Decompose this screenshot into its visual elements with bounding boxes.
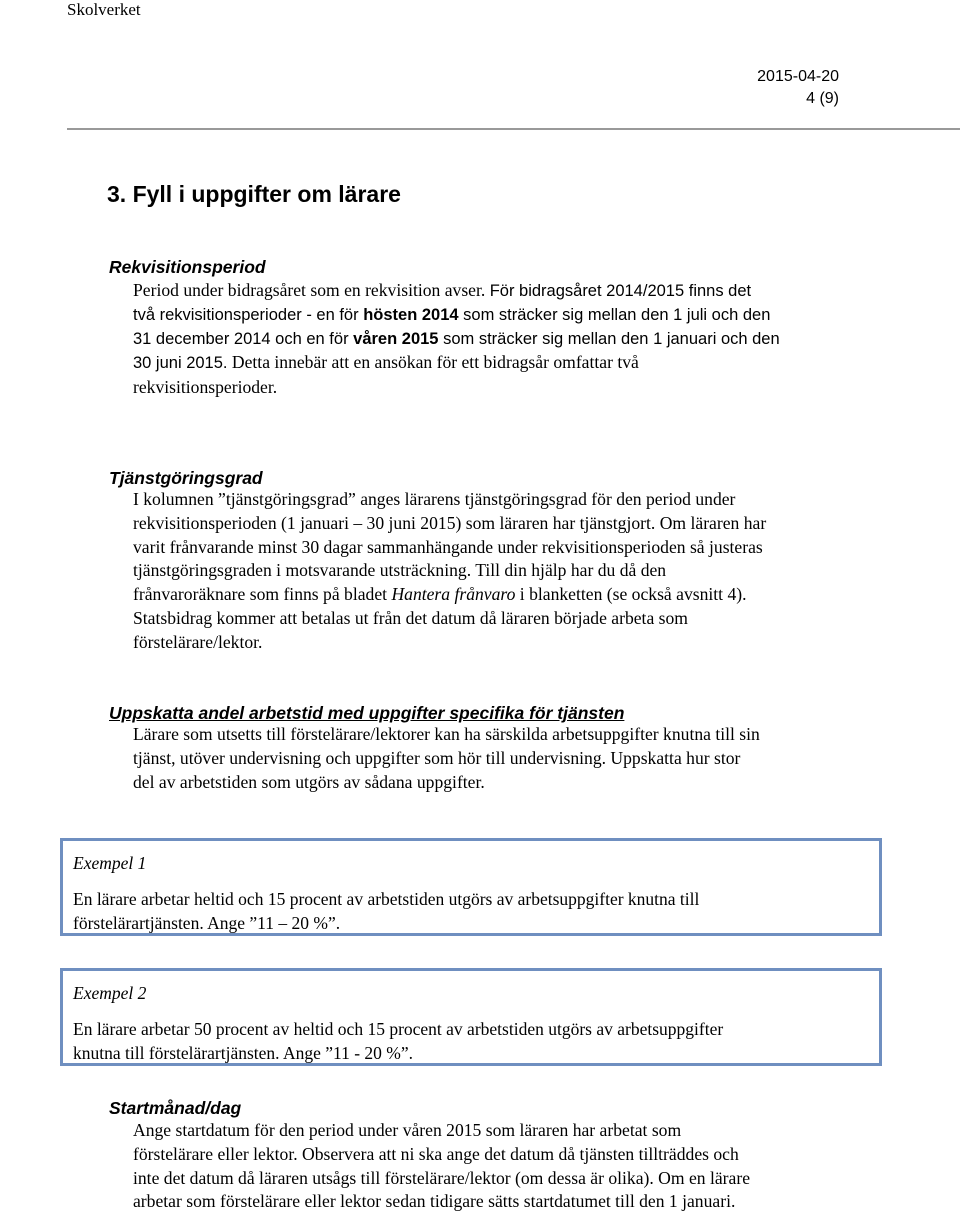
text-span: i blanketten (se också avsnitt 4). xyxy=(515,584,747,605)
example-body xyxy=(73,1017,869,1065)
text-line xyxy=(133,583,863,607)
text-span: som sträcker sig mellan den 1 juli och den xyxy=(458,305,771,324)
text-line xyxy=(133,328,863,352)
text-line: tjänstgöringsgraden i motsvarande utsträckning. Till din hjälp har du då den xyxy=(133,560,667,581)
heading-rekvisitionsperiod: Rekvisitionsperiod xyxy=(109,257,266,277)
text-span: Period under bidragsåret som en rekvisition avser. xyxy=(133,280,490,300)
text-line: del av arbetstiden som utgörs av sådana uppgifter. xyxy=(133,771,485,792)
header-meta xyxy=(757,66,839,110)
paragraph-tjanstgoringsgrad xyxy=(133,488,863,655)
text-line: arbetar som förstelärare eller lektor sedan tidigare sätts startdatumet till den 1 januari. xyxy=(133,1191,736,1212)
sheet-name: Hantera frånvaro xyxy=(391,584,516,605)
text-line: rekvisitionsperioden (1 januari – 30 juni 2015) som läraren har tjänstgjort. Om läraren har xyxy=(133,512,767,533)
example-title: Exempel 1 xyxy=(73,853,147,873)
text-line: förstelärartjänsten. Ange ”11 – 20 %”. xyxy=(73,913,341,933)
paragraph-startmanad xyxy=(133,1119,863,1214)
section-title: 3. Fyll i uppgifter om lärare xyxy=(107,181,401,207)
text-span: 31 december 2014 och en för xyxy=(133,329,354,348)
text-line: Statsbidrag kommer att betalas ut från det datum då läraren började arbeta som xyxy=(133,607,688,628)
bold-text: våren 2015 xyxy=(353,329,439,348)
bold-text: hösten 2014 xyxy=(363,305,459,324)
header-divider xyxy=(67,128,960,130)
example-title: Exempel 2 xyxy=(73,983,147,1003)
text-line: inte det datum då läraren utsågs till förstelärare/lektor (om dessa är olika). Om en lärare xyxy=(133,1167,751,1188)
example-box-1 xyxy=(60,838,882,936)
text-span: Detta innebär att en ansökan för ett bidragsår omfattar två xyxy=(227,352,639,373)
text-line: förstelärare/lektor. xyxy=(133,631,263,652)
page-number: 4 (9) xyxy=(806,90,839,107)
example-box-2 xyxy=(60,968,882,1066)
text-line: En lärare arbetar 50 procent av heltid och 15 procent av arbetstiden utgörs av arbetsuppgifter xyxy=(73,1019,724,1039)
text-line: Lärare som utsetts till förstelärare/lektorer kan ha särskilda arbetsuppgifter knutna till sin xyxy=(133,724,760,744)
text-line: förstelärare eller lektor. Observera att ni ska ange det datum då tjänsten tillträddes och xyxy=(133,1143,739,1164)
text-line xyxy=(133,304,863,328)
paragraph-rekvisitionsperiod xyxy=(133,279,863,400)
header-date: 2015-04-20 xyxy=(757,68,839,85)
text-line: I kolumnen ”tjänstgöringsgrad” anges lärarens tjänstgöringsgrad för den period under xyxy=(133,489,736,509)
text-line: rekvisitionsperioder. xyxy=(133,377,278,398)
text-span: 30 juni 2015. xyxy=(133,354,228,373)
text-line: tjänst, utöver undervisning och uppgifter som hör till undervisning. Uppskatta hur stor xyxy=(133,747,741,768)
example-body xyxy=(73,887,869,935)
text-line xyxy=(133,279,863,304)
text-span: frånvaroräknare som finns på bladet xyxy=(133,584,392,605)
header-org: Skolverket xyxy=(67,0,141,19)
heading-startmanad: Startmånad/dag xyxy=(109,1098,242,1118)
text-span: två rekvisitionsperioder - en för xyxy=(133,305,364,324)
text-line: knutna till förstelärartjänsten. Ange ”11 - 20 %”. xyxy=(73,1043,414,1063)
text-line: varit frånvarande minst 30 dagar sammanhängande under rekvisitionsperioden så justeras xyxy=(133,536,763,557)
text-line: En lärare arbetar heltid och 15 procent av arbetstiden utgörs av arbetsuppgifter knutna till xyxy=(73,889,700,909)
heading-uppskatta: Uppskatta andel arbetstid med uppgifter specifika för tjänsten xyxy=(109,703,625,723)
text-span: som sträcker sig mellan den 1 januari och den xyxy=(438,329,780,348)
text-line: Ange startdatum för den period under våren 2015 som läraren har arbetat som xyxy=(133,1120,682,1140)
heading-tjanstgoringsgrad: Tjänstgöringsgrad xyxy=(109,468,263,488)
text-span: För bidragsåret 2014/2015 finns det xyxy=(489,282,752,300)
paragraph-uppskatta xyxy=(133,723,863,794)
text-line xyxy=(133,351,863,376)
